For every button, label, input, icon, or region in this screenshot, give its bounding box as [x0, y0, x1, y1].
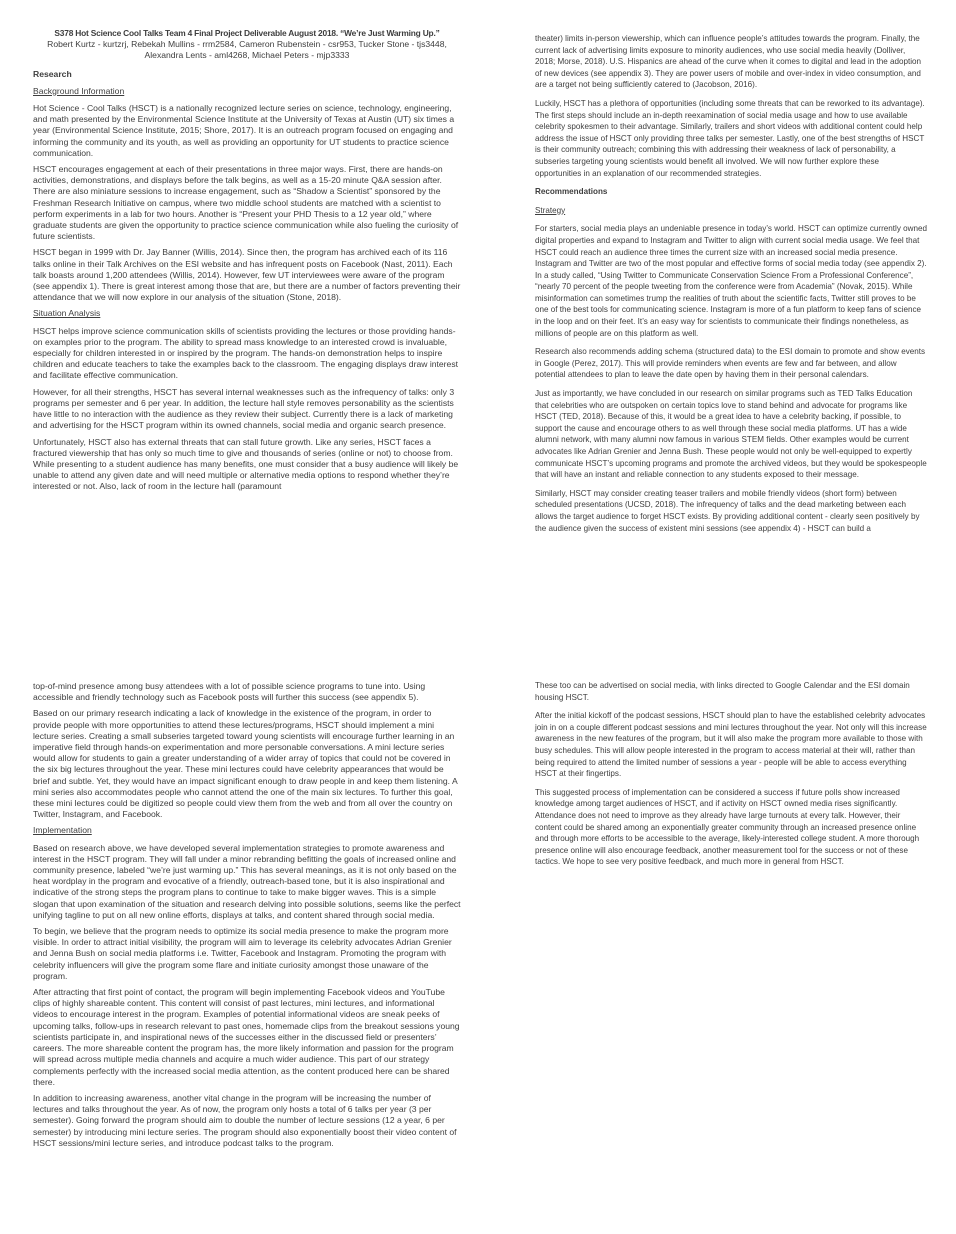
paragraph: Based on our primary research indicating a lack of knowledge in the existence of the program, in order to provide people with more opportunities to attend these lectures/programs, HSCT should implement a mini lecture series. Creating a small subseries targeted toward young scientists will encourage further learning in an imperative field through hands-on experimentation and more personable conversations. A mini lecture series would allow for students to gain a greater understanding of a wider array of topics that could not be covered in the six big lectures throughout the year. These mini lectures could have celebrity appearances that would be brief and subtle. Yet, they would have an impact significant enough to draw people in and keep them listening. A mini series also accommodates people who cannot attend the one of the main six lectures. To further this goal, these mini lectures could be digitized so people could view them from the web and from all over the country on Twitter, Instagram, and Facebook.: [33, 708, 458, 820]
subheading-implementation: Implementation: [33, 825, 92, 836]
subheading-situation-analysis: Situation Analysis: [33, 308, 101, 319]
page-3: [33, 681, 461, 1154]
paragraph: In addition to increasing awareness, another vital change in the program will be increasing the number of lectures and talks throughout the year. As of now, the program only hosts a total of 6 talks per year (3 per semester). Going forward the program should aim to double the number of lecture sessions (12 a year, 6 per semester) by introducing mini lecture series. The program should also exponentially boost their video content of HSCT sessions/mini lecture series, and introduce podcast talks to the program.: [33, 1092, 457, 1148]
paragraph: For starters, social media plays an undeniable presence in today’s world. HSCT can optimize currently owned digital properties and expand to Instagram and Twitter to align with current social media usage. We feel that HSCT could reach an audience three times the current size with an increased social media presence. Instagram and Twitter are two of the most popular and effective forms of social media today (see appendix 2). In a study called, “Using Twitter to Communicate Conservation Science From a Professional Conference”, “nearly 70 percent of the people tweeting from the conference were from Academia” (Novak, 2015). While misinformation can sometimes trump the realities of truth about the scientific facts, Twitter still proves to be one of the best tools for communicating science. Instagram is more of a fun platform to keep fans of science in the loop and on their feet. It’s an easy way for scientists to communicate their findings nonetheless, as millions of people are on this platform as well.: [535, 224, 927, 338]
page-2: [535, 33, 927, 541]
paragraph: top-of-mind presence among busy attendees with a lot of possible science programs to tune into. Using accessible and friendly technology such as Facebook posts will further this success (see appendix 5).: [33, 681, 426, 703]
page-1: [33, 28, 461, 498]
heading-recommendations: Recommendations: [535, 187, 608, 197]
paragraph: Just as importantly, we have concluded in our research on similar programs such as TED Talks Education that celebrities who are outspoken on certain topics love to stand behind and advocate for programs like HSCT (TED, 2018). Because of this, it would be a great idea to have a celebrity backing, if possible, to support the cause and encourage others to as well through these social media platforms. UT has a wide alumni network, with many alumni now famous in various STEM fields. Other examples would be current advocates like Adrian Grenier and Jenna Bush. These people would not only be well-equipped to expertly communicate HSCT’s upcoming programs and promote the archived videos, but they would be spokespeople that will have an instant and reliable connection to any students exposed to their message.: [535, 389, 927, 480]
paragraph: After attracting that first point of contact, the program will begin implementing Facebook videos and YouTube clips of highly shareable content. This content will consist of past lectures, mini lectures, and informational videos to encourage interest in the program. Examples of potential informational videos are sneak peeks of upcoming talks, follow-ups in research relevant to past ones, homemade clips from the breakout sessions young scientists participate in, and inspirational news of the successes either in the discussed field or presenters’ careers. The more shareable content the program has, the more likely information and passion for the program will spread across multiple media channels and acquire a much wider audience. This part of our strategy complements perfectly with the increased social media attention, as the content produced here can be shared there.: [33, 987, 460, 1087]
paragraph: theater) limits in-person viewership, which can influence people’s attitudes towards the program. Finally, the current lack of advertising limits exposure to minority audiences, who use social media heavily (Dolliver, 2018; Morse, 2018). U.S. Hispanics are ahead of the curve when it comes to digital and lead in the adoption of new devices (see appendix 3). They are power users of mobile and over-index in video consumption, and are a target not being sufficiently catered to (Jacobson, 2016).: [535, 34, 922, 90]
paragraph: Unfortunately, HSCT also has external threats that can stall future growth. Like any series, HSCT faces a fractured viewership that has only so much time to give and thousands of series (online or not) to choose from. While presenting to a student audience has many benefits, one must consider that a busy audience will likely be unable to attend any given date and will need multiple or alternative media options to respond whether they’re interested or not. Also, lack of room in the lecture hall (paramount: [33, 436, 459, 492]
page-4: [535, 680, 927, 875]
paragraph: After the initial kickoff of the podcast sessions, HSCT should plan to have the established celebrity advocates join in on a couple different podcast sessions and mini lectures throughout the year. Not only will this increase awareness in the new features of the program, but it will also make the program more available to those with busy schedules. This will allow people interested in the program to access material at their will, rather than being required to attend the limited number of sessions a year - people will be able to access everything HSCT at their fingertips.: [535, 711, 927, 779]
paragraph: This suggested process of implementation can be considered a success if future polls show increased knowledge among target audiences of HSCT, and if activity on HSCT owned media rises significantly. Attendance does not need to improve as they already have large turnouts at every talk. However, their content could be shared among an exponentially greater community through an increased presence online and through more efforts to be accessible to the average, likely-interested college student. A more thorough presence online will also encourage feedback, another measurement tool for the success or not of these tactics. We hope to see very positive feedback, and much more in general from HSCT.: [535, 787, 920, 867]
paragraph: HSCT began in 1999 with Dr. Jay Banner (Willis, 2014). Since then, the program has archived each of its 116 talks online in their Talk Archives on the ESI website and has infrequent posts on Facebook (Nast, 2011). Each talk boasts around 1,200 attendees (Willis, 2014). However, few UT interviewees were aware of the program (see appendix 1). There is great interest among those that are, but there are a number of factors preventing their attendance that we will now explore in our analysis of the situation (Stone, 2018).: [33, 247, 461, 303]
subheading-background-information: Background Information: [33, 85, 125, 96]
authors-line-1: Robert Kurtz - kurtzrj, Rebekah Mullins - rrm2584, Cameron Rubenstein - csr953, Tucker Stone - tjs3448,: [47, 39, 447, 50]
paragraph: To begin, we believe that the program needs to optimize its social media presence to make the program more visible. In order to attract initial visibility, the program will aim to leverage its celebrity advocates Adrian Grenier and Jenna Bush on social media platforms i.e. Twitter, Facebook and Instagram. Promoting the program with celebrity influencers will give the program some flare and initiate curiosity amongst those unaware of the program.: [33, 926, 452, 981]
paragraph: Hot Science - Cool Talks (HSCT) is a nationally recognized lecture series on science, technology, engineering, and math presented by the Environmental Science Institute at the University of Texas at Austin (UT) six times a year (Environmental Science Institute, 2015; Shore, 2017). It is an outreach program focused on engaging and informing the community and its youth, as well as providing an opportunity for UT students to practice science communication.: [33, 103, 455, 158]
paragraph: HSCT encourages engagement at each of their presentations in three major ways. First, there are hands-on activities, demonstrations, and displays before the talk begins, as well as a 15-20 minute Q&A session after. There are also miniature sessions to increase engagement, such as “Shadow a Scientist” sponsored by the Freshman Research Initiative on campus, where two middle school students are matched with a scientist to perform experiments in a lab for two hours. Another is “Present your PHD Thesis to a 12 year old,” where graduate students are given the opportunity to practice science communication while also fueling the curiosity of future scientists.: [33, 164, 459, 242]
paragraph: However, for all their strengths, HSCT has several internal weaknesses such as the infrequency of talks: only 3 programs per semester and 6 per year. In addition, the lecture hall style removes personability as the scientists have little to no interaction with the audience as they review their subject. Currently there is a lack of marketing and advertising for the HSCT program within its owned channels, social media and organic search presence.: [33, 386, 455, 431]
paragraph: Research also recommends adding schema (structured data) to the ESI domain to promote and show events in Google (Perez, 2017). This will provide reminders when events are few and far between, and allow potential attendees to plan to leave the date open by having them in their personal calendars.: [535, 347, 926, 380]
paragraph: HSCT helps improve science communication skills of scientists providing the lectures or those providing hands-on examples prior to the program. The ability to spread mass knowledge to an interested crowd is invaluable, especially for children interested in or inspired by the program. The hands-on demonstration helps to inspire children and educate teachers to take the examples back to the classroom. The engaging displays draw interest and facilitate effective communication.: [33, 325, 459, 381]
paragraph: Similarly, HSCT may consider creating teaser trailers and mobile friendly videos (short form) between scheduled presentations (UCSD, 2018). The infrequency of talks and the dead marketing between each allows the target audience to forget HSCT exists. By providing additional content - clearly seen positively by the audience given the success of existent mini sessions (see appendix 4) - HSCT can build a: [535, 488, 920, 533]
doc-title: S378 Hot Science Cool Talks Team 4 Final Project Deliverable August 2018. “We’re Just Warming Up.”: [54, 28, 440, 38]
subheading-strategy: Strategy: [535, 205, 566, 215]
paragraph: Based on research above, we have developed several implementation strategies to promote awareness and interest in the HSCT program. They will fall under a minor rebranding befitting the goals of increased online and community presence, labeled “we’re just warming up.” This has several meanings, as it is not only based on the heat wordplay in the program and evocative of a friendly, outreach-based tone, but it is also inspirational and indicative of the strong steps the program plans to continue to take to make bigger waves. This is a simple slogan that upon examination of the situation and research delving into possible solutions, seems like the perfect unifying tagline to put on all new online efforts, displays at talks, and content shared through social media.: [33, 842, 461, 920]
authors-line-2: Alexandra Lents - aml4268, Michael Peters - mjp3333: [144, 50, 350, 61]
paragraph: These too can be advertised on social media, with links directed to Google Calendar and the ESI domain housing HSCT.: [535, 681, 910, 702]
paragraph: Luckily, HSCT has a plethora of opportunities (including some threats that can be reworked to its advantage). The first steps should include an in-depth reexamination of social media usage and how to use available celebrity spokesmen to their advantage. Similarly, trailers and short videos with additional content could help address the issue of HSCT only providing three talks per semester. Lastly, one of the best strengths of HSCT is their community outreach; combining this with addressing their weakness of lack of personability, a subseries targeting young scientists would benefit all involved. We will now further explore these opportunities in an explanation of our recommended strategies.: [535, 98, 925, 178]
heading-research: Research: [33, 68, 72, 79]
